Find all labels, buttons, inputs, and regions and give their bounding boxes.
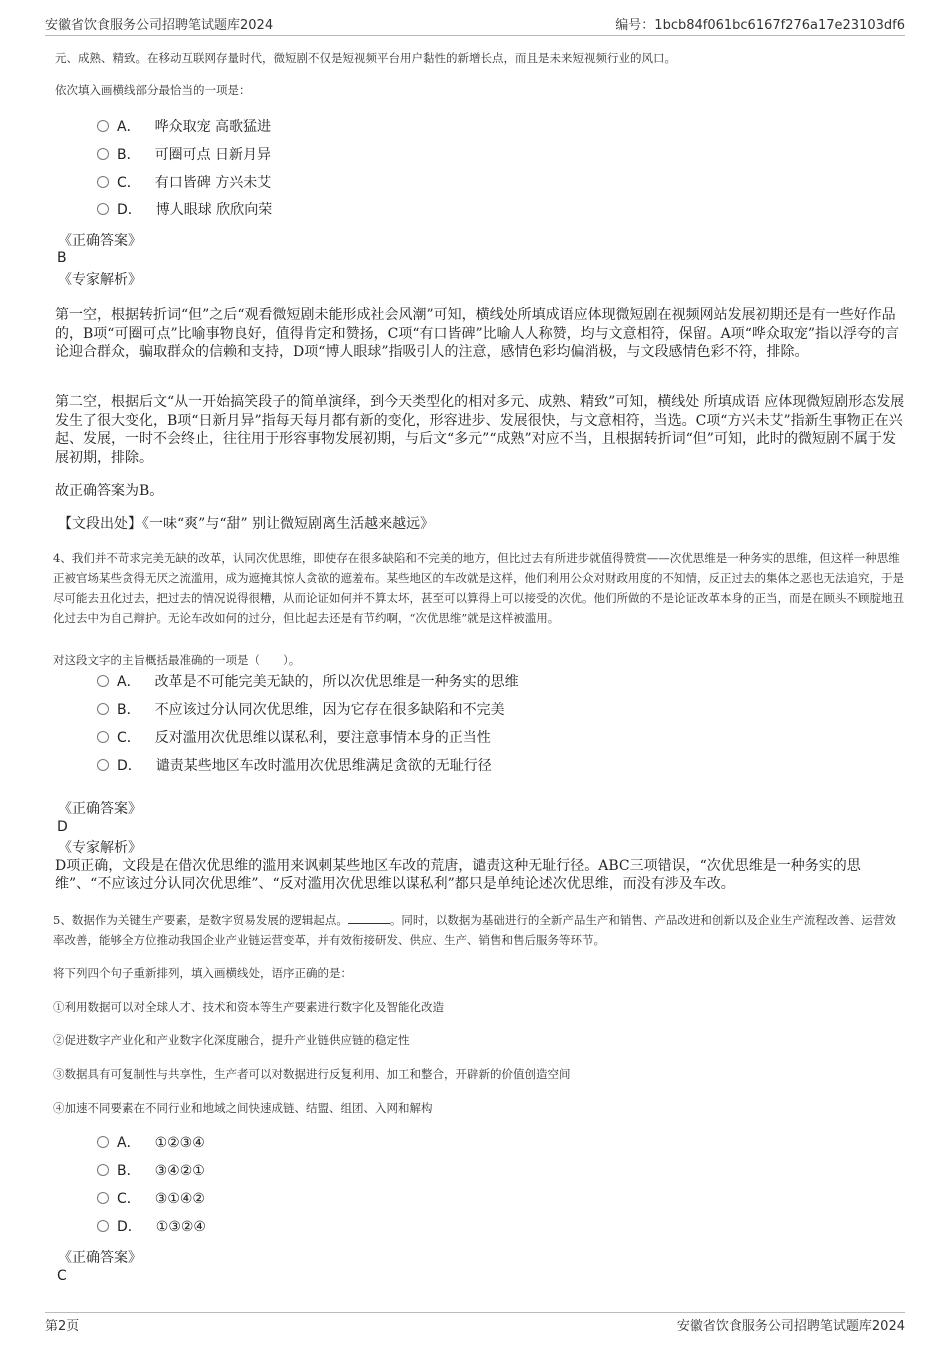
radio-icon[interactable]: [97, 176, 109, 188]
q3-analysis-title: 《专家解析》: [58, 272, 142, 288]
q4-option-b[interactable]: B． 不应该过分认同次优思维，因为它存在很多缺陷和不完美: [97, 700, 505, 720]
q3-intro-tail: 元、成熟、精致。在移动互联网存量时代，微短剧不仅是短视频平台用户黏性的新增长点，而且是未来短视频行业的风口。: [55, 51, 676, 65]
q3-option-c[interactable]: C． 有口皆碑 方兴未艾: [97, 173, 271, 193]
fill-blank: [348, 913, 390, 924]
serial-value: 1bcb84f061bc6167f276a17e23103df6: [654, 18, 905, 33]
q3-analysis-conclusion: 故正确答案为B。: [55, 483, 164, 499]
header-title: 安徽省饮食服务公司招聘笔试题库2024: [45, 18, 274, 33]
footer-title: 安徽省饮食服务公司招聘笔试题库2024: [676, 1319, 905, 1334]
radio-icon[interactable]: [97, 1136, 109, 1148]
q3-option-b[interactable]: B． 可圈可点 日新月异: [97, 145, 271, 165]
q5-sentence-3: ③数据具有可复制性与共享性，生产者可以对数据进行反复利用、加工和整合，开辟新的价值创造空间: [53, 1067, 571, 1081]
q5-option-b[interactable]: B． ③④②①: [97, 1161, 205, 1181]
q4-option-a[interactable]: A． 改革是不可能完美无缺的，所以次优思维是一种务实的思维: [97, 672, 519, 692]
q5-stem: 5、数据作为关键生产要素，是数字贸易发展的逻辑起点。 。同时，以数据为基础进行的全新产品生产和销售、产品改进和创新以及企业生产流程改善、运营效率改善，能够全方位推动我国企业产业链运营变革，并有效衔接研发、供应、生产、销售和售后服务等环节。: [53, 913, 896, 947]
radio-icon[interactable]: [97, 675, 109, 687]
q4-analysis-title: 《专家解析》: [58, 840, 142, 856]
radio-icon[interactable]: [97, 731, 109, 743]
page-header: [45, 12, 905, 34]
header-divider: [45, 35, 905, 36]
q4-stem: 4、我们并不苛求完美无缺的改革，认同次优思维，即使存在很多缺陷和不完美的地方，但比过去有所进步就值得赞赏——次优思维是一种务实的思维，但这样一种思维正被官场某些贪得无厌之流滥用，成为遮掩其惊人贪欲的遮羞布。某些地区的车改就是这样，他们利用公众对财政用度的不知情，反正过去的集体之恶也无法追究，于是尽可能去丑化过去，把过去的情况说得很糟，从而论证如何并不算太坏，甚至可以算得上可以接受的次优。他们所做的不是论证改革本身的正当，而是在顾头不顾腚地丑化过去中为自己辩护。无论车改如何的过分，但比起去还是有节约啊，“次优思维”就是这样被滥用。: [53, 551, 904, 625]
header-serial: [615, 14, 905, 33]
q3-option-d[interactable]: D． 博人眼球 欣欣向荣: [97, 200, 272, 220]
radio-icon[interactable]: [97, 148, 109, 160]
q5-answer: C: [57, 1268, 67, 1284]
q4-option-c[interactable]: C． 反对滥用次优思维以谋私利，要注意事情本身的正当性: [97, 728, 491, 748]
q4-option-d[interactable]: D． 谴责某些地区车改时滥用次优思维满足贪欲的无耻行径: [97, 756, 492, 776]
radio-icon[interactable]: [97, 1220, 109, 1232]
q3-option-a[interactable]: A． 哗众取宠 高歌猛进: [97, 117, 271, 137]
q3-prompt: 依次填入画横线部分最恰当的一项是：: [55, 83, 251, 97]
q4-analysis: D项正确，文段是在借次优思维的滥用来讽刺某些地区车改的荒唐，谴责这种无耻行径。ABC三项错误，“次优思维是一种务实的思维”、“不应该过分认同次优思维”、“反对滥用次优思维以谋私利”都只是单纯论述次优思维，而没有涉及车改。: [55, 858, 861, 892]
q5-option-d[interactable]: D． ①③②④: [97, 1217, 206, 1237]
radio-icon[interactable]: [97, 120, 109, 132]
q5-sentence-4: ④加速不同要素在不同行业和地域之间快速成链、结盟、组团、入网和解构: [53, 1101, 433, 1115]
radio-icon[interactable]: [97, 759, 109, 771]
q3-answer: B: [57, 250, 67, 266]
page-footer: [45, 1312, 905, 1334]
q4-prompt: 对这段文字的主旨概括最准确的一项是（ ）。: [53, 653, 301, 667]
radio-icon[interactable]: [97, 203, 109, 215]
q5-sentence-1: ①利用数据可以对全球人才、技术和资本等生产要素进行数字化及智能化改造: [53, 1000, 444, 1014]
q3-analysis-p2: 第二空，根据后文“从一开始搞笑段子的简单演绎，到今天类型化的相对多元、成熟、精致”可知，横线处 所填成语 应体现微短剧形态发展发生了很大变化，B项“日新月异”指每天每月都有新的变化，形容进步、发展很快，与文意相符，当选。C项“方兴未艾”指新生事物正在兴起、发展，一时不会终止，往往用于形容事物发展初期，与后文“多元”“成熟”对应不当，且根据转折词“但”可知，此时的微短剧不属于发展初期，排除。: [55, 394, 905, 466]
radio-icon[interactable]: [97, 703, 109, 715]
q4-answer-title: 《正确答案》: [58, 801, 142, 817]
q5-sentence-2: ②促进数字产业化和产业数字化深度融合，提升产业链供应链的稳定性: [53, 1033, 410, 1047]
q3-answer-title: 《正确答案》: [58, 233, 142, 249]
q3-source: 【文段出处】《一味“爽”与“甜” 别让微短剧离生活越来越远》: [58, 516, 435, 532]
q5-option-c[interactable]: C． ③①④②: [97, 1189, 205, 1209]
serial-label: 编号：: [615, 18, 655, 33]
q5-prompt: 将下列四个句子重新排列，填入画横线处，语序正确的是：: [53, 966, 352, 980]
q3-analysis-p1: 第一空，根据转折词“但”之后“观看微短剧未能形成社会风潮”可知，横线处所填成语应体现微短剧在视频网站发展初期还是有一些好作品的，B项“可圈可点”比喻事物良好，值得肯定和赞扬，C项“有口皆碑”比喻人人称赞，均与文意相符，保留。A项“哗众取宠”指以浮夸的言论迎合群众，骗取群众的信赖和支持，D项“博人眼球”指吸引人的注意，感情色彩均偏消极，与文段感情色彩不符，排除。: [55, 307, 900, 360]
radio-icon[interactable]: [97, 1164, 109, 1176]
radio-icon[interactable]: [97, 1192, 109, 1204]
q5-answer-title: 《正确答案》: [58, 1250, 142, 1266]
q4-answer: D: [57, 819, 68, 835]
page-number: 第2页: [45, 1319, 80, 1334]
q5-option-a[interactable]: A． ①②③④: [97, 1133, 205, 1153]
